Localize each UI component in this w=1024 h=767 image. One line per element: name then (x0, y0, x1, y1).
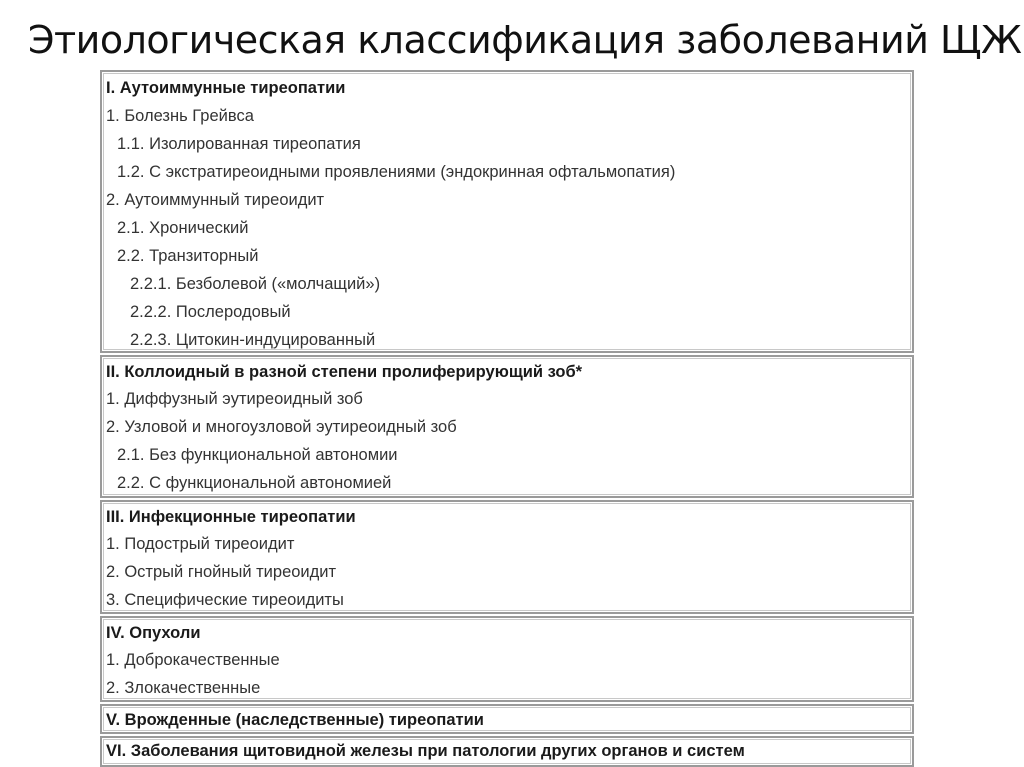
list-item: 2.2. Транзиторный (117, 247, 259, 265)
list-item: 1.1. Изолированная тиреопатия (117, 135, 361, 153)
section-infectious (100, 500, 914, 614)
section-heading: I. Аутоиммунные тиреопатии (106, 79, 346, 97)
section-tumors (100, 616, 914, 702)
list-item: 2. Аутоиммунный тиреоидит (106, 191, 325, 209)
list-item: 2.1. Хронический (117, 219, 249, 237)
section-heading: VI. Заболевания щитовидной железы при патологии других органов и систем (106, 742, 745, 760)
list-item: 1. Болезнь Грейвса (106, 107, 254, 125)
list-item: 2. Узловой и многоузловой эутиреоидный зоб (106, 418, 457, 436)
list-item: 3. Специфические тиреоидиты (106, 591, 344, 609)
section-colloid-goiter (100, 355, 914, 498)
list-item: 2.2. С функциональной автономией (117, 474, 392, 492)
section-heading: V. Врожденные (наследственные) тиреопатии (106, 711, 484, 729)
section-heading: III. Инфекционные тиреопатии (106, 508, 356, 526)
list-item: 1. Диффузный эутиреоидный зоб (106, 390, 363, 408)
section-heading: IV. Опухоли (106, 624, 201, 642)
list-item: 1.2. С экстратиреоидными проявлениями (эндокринная офтальмопатия) (117, 163, 676, 181)
section-other-organs (100, 736, 914, 767)
list-item: 1. Подострый тиреоидит (106, 535, 295, 553)
list-item: 2. Острый гнойный тиреоидит (106, 563, 337, 581)
list-item: 1. Доброкачественные (106, 651, 280, 669)
list-item: 2.1. Без функциональной автономии (117, 446, 398, 464)
section-heading: II. Коллоидный в разной степени пролиферирующий зоб* (106, 363, 583, 381)
list-item: 2.2.1. Безболевой («молчащий») (130, 275, 381, 293)
list-item: 2.2.3. Цитокин-индуцированный (130, 331, 376, 349)
list-item: 2. Злокачественные (106, 679, 261, 697)
list-item: 2.2.2. Послеродовый (130, 303, 291, 321)
section-autoimmune (100, 70, 914, 353)
section-congenital (100, 704, 914, 734)
slide-title: Этиологическая классификация заболеваний ЩЖ (28, 18, 1022, 62)
